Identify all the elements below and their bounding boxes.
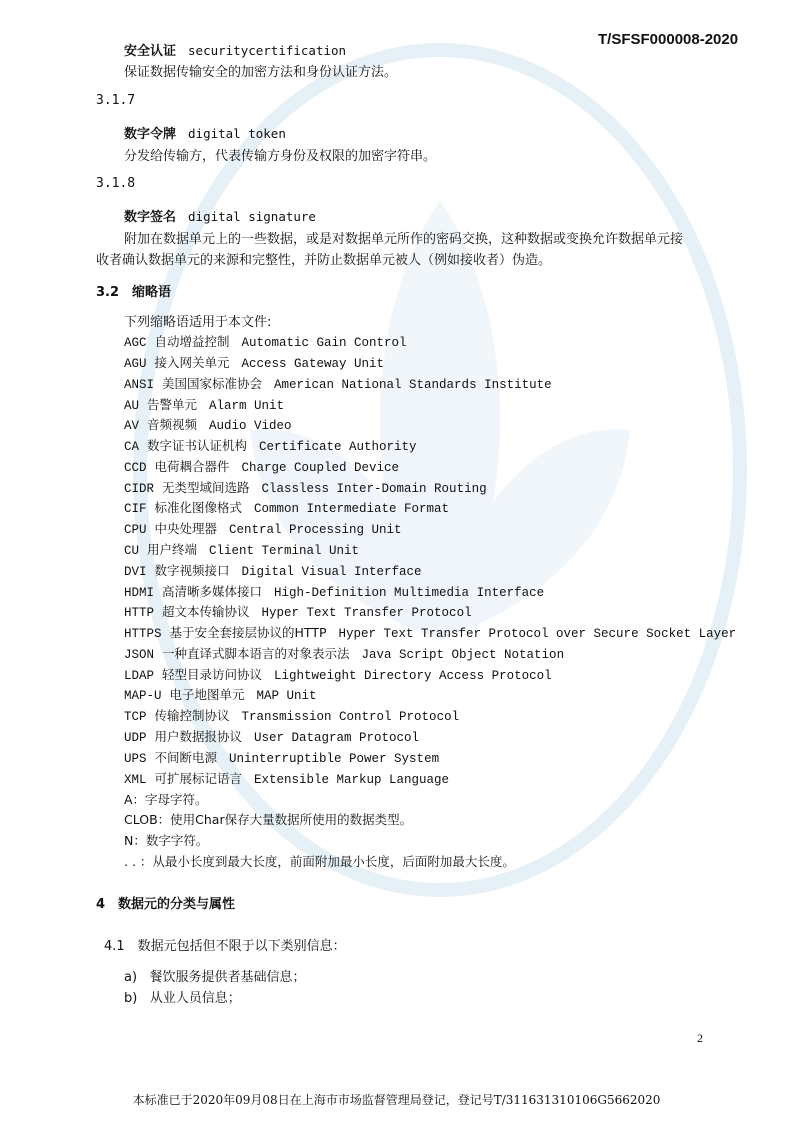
abbr-cn: 电荷耦合器件 bbox=[154, 459, 230, 474]
abbr-en: American National Standards Institute bbox=[274, 378, 552, 392]
abbr-en: Hyper Text Transfer Protocol over Secure Socket Layer bbox=[338, 627, 737, 641]
abbr-cn: 超文本传输协议 bbox=[162, 604, 250, 619]
list-item bbox=[124, 987, 241, 1006]
abbr-code: CCD bbox=[124, 461, 147, 475]
term-title bbox=[124, 123, 286, 142]
abbr-cn: 标准化图像格式 bbox=[154, 500, 243, 515]
abbr-cn: 轻型目录访问协议 bbox=[162, 667, 263, 682]
abbr-en: Digital Visual Interface bbox=[241, 565, 422, 579]
abbr-en: Lightweight Directory Access Protocol bbox=[274, 669, 552, 683]
abbreviation-row bbox=[124, 582, 544, 600]
abbr-en: High-Definition Multimedia Interface bbox=[274, 586, 545, 600]
abbreviation-row bbox=[124, 415, 292, 433]
list-item bbox=[124, 966, 305, 985]
abbr-code: AU bbox=[124, 399, 140, 413]
abbr-cn: 传输控制协议 bbox=[154, 708, 230, 723]
abbreviations-intro: 下列缩略语适用于本文件: bbox=[124, 315, 272, 330]
abbr-code: AGU bbox=[124, 357, 147, 371]
abbreviation-row bbox=[124, 685, 317, 703]
abbr-en: Transmission Control Protocol bbox=[241, 710, 460, 724]
term-definition: 保证数据传输安全的加密方法和身份认证方法。 bbox=[124, 65, 398, 80]
abbr-code: CIF bbox=[124, 502, 147, 516]
list-text: 餐饮服务提供者基础信息； bbox=[149, 970, 306, 985]
abbr-code: JSON bbox=[124, 648, 155, 662]
abbr-code: MAP-U bbox=[124, 689, 162, 703]
list-marker: a) bbox=[124, 970, 138, 985]
abbr-en: Common Intermediate Format bbox=[254, 502, 450, 516]
abbreviation-row bbox=[124, 353, 384, 371]
abbr-cn: 用户数据报协议 bbox=[154, 729, 243, 744]
abbreviation-note: . . ：从最小长度到最大长度，前面附加最小长度，后面附加最大长度。 bbox=[124, 854, 515, 869]
abbreviation-row bbox=[124, 623, 736, 641]
term-title bbox=[124, 40, 346, 59]
abbr-cn: 接入网关单元 bbox=[154, 355, 230, 370]
abbr-cn: 数字证书认证机构 bbox=[147, 438, 248, 453]
abbr-code: UPS bbox=[124, 752, 147, 766]
abbr-en: Automatic Gain Control bbox=[241, 336, 407, 350]
abbreviation-note: A：字母字符。 bbox=[124, 792, 208, 807]
abbr-en: Central Processing Unit bbox=[229, 523, 402, 537]
abbr-cn: 可扩展标记语言 bbox=[154, 771, 243, 786]
term-cn: 安全认证 bbox=[124, 44, 177, 59]
abbr-code: ANSI bbox=[124, 378, 155, 392]
abbr-cn: 中央处理器 bbox=[154, 521, 218, 536]
term-definition: 附加在数据单元上的一些数据，或是对数据单元所作的密码交换，这种数据或变换允许数据单元接 bbox=[124, 232, 684, 247]
abbr-cn: 电子地图单元 bbox=[169, 687, 245, 702]
abbreviation-row bbox=[124, 498, 449, 516]
abbr-code: CPU bbox=[124, 523, 147, 537]
abbr-cn: 高清晰多媒体接口 bbox=[162, 584, 263, 599]
abbreviation-row bbox=[124, 332, 407, 350]
term-cn: 数字令牌 bbox=[124, 127, 177, 142]
abbr-en: Certificate Authority bbox=[259, 440, 417, 454]
abbreviation-row bbox=[124, 374, 552, 392]
term-en: securitycertification bbox=[188, 43, 347, 58]
term-title bbox=[124, 206, 316, 225]
abbr-en: Access Gateway Unit bbox=[241, 357, 385, 371]
abbreviation-row bbox=[124, 727, 419, 745]
abbr-en: Extensible Markup Language bbox=[254, 773, 450, 787]
abbr-code: CIDR bbox=[124, 482, 155, 496]
abbr-code: UDP bbox=[124, 731, 147, 745]
abbr-code: AV bbox=[124, 419, 140, 433]
abbr-code: LDAP bbox=[124, 669, 155, 683]
abbr-cn: 基于安全套接层协议的HTTP bbox=[169, 625, 327, 640]
abbr-code: HTTPS bbox=[124, 627, 162, 641]
page-number: 2 bbox=[697, 1031, 703, 1045]
abbr-cn: 美国国家标准协会 bbox=[162, 376, 263, 391]
term-definition: 分发给传输方，代表传输方身份及权限的加密字符串。 bbox=[124, 149, 437, 164]
section-heading-abbreviations: 3.2 缩略语 bbox=[96, 285, 172, 300]
abbr-cn: 无类型域间选路 bbox=[162, 480, 250, 495]
abbr-cn: 一种直译式脚本语言的对象表示法 bbox=[162, 646, 350, 661]
term-en: digital signature bbox=[188, 209, 316, 224]
abbr-cn: 数字视频接口 bbox=[154, 563, 230, 578]
abbr-en: Uninterruptible Power System bbox=[229, 752, 440, 766]
term-definition-continued: 收者确认数据单元的来源和完整性，并防止数据单元被人（例如接收者）伪造。 bbox=[96, 253, 552, 268]
abbreviation-note: N：数字字符。 bbox=[124, 833, 209, 848]
abbr-cn: 不间断电源 bbox=[154, 750, 218, 765]
abbreviation-row bbox=[124, 748, 439, 766]
abbreviation-row bbox=[124, 561, 422, 579]
list-text: 从业人员信息； bbox=[149, 991, 241, 1006]
abbreviation-row bbox=[124, 519, 402, 537]
abbr-code: DVI bbox=[124, 565, 147, 579]
term-cn: 数字签名 bbox=[124, 210, 177, 225]
abbreviation-row bbox=[124, 644, 564, 662]
abbr-en: Classless Inter-Domain Routing bbox=[261, 482, 487, 496]
abbr-code: CU bbox=[124, 544, 140, 558]
abbr-en: Alarm Unit bbox=[209, 399, 285, 413]
abbreviation-row bbox=[124, 769, 449, 787]
abbreviation-row bbox=[124, 436, 417, 454]
abbreviation-note: CLOB：使用Char保存大量数据所使用的数据类型。 bbox=[124, 812, 413, 827]
clause-4-1: 4.1 数据元包括但不限于以下类别信息： bbox=[104, 939, 346, 954]
abbr-code: HTTP bbox=[124, 606, 155, 620]
clause-number: 3.1.7 bbox=[96, 93, 136, 108]
abbreviation-row bbox=[124, 665, 552, 683]
abbr-code: TCP bbox=[124, 710, 147, 724]
abbr-cn: 音频视频 bbox=[147, 417, 198, 432]
abbr-en: Hyper Text Transfer Protocol bbox=[261, 606, 472, 620]
abbr-en: Client Terminal Unit bbox=[209, 544, 360, 558]
abbreviation-row bbox=[124, 540, 359, 558]
section-heading-4: 4 数据元的分类与属性 bbox=[96, 897, 236, 912]
abbr-code: AGC bbox=[124, 336, 147, 350]
abbreviation-row bbox=[124, 602, 472, 620]
abbr-en: Audio Video bbox=[209, 419, 292, 433]
term-en: digital token bbox=[188, 126, 286, 141]
abbr-en: Java Script Object Notation bbox=[361, 648, 565, 662]
abbr-cn: 自动增益控制 bbox=[154, 334, 230, 349]
list-marker: b) bbox=[124, 991, 138, 1006]
abbr-code: XML bbox=[124, 773, 147, 787]
abbr-en: User Datagram Protocol bbox=[254, 731, 420, 745]
abbr-cn: 告警单元 bbox=[147, 397, 198, 412]
abbreviation-row bbox=[124, 706, 459, 724]
abbreviation-row bbox=[124, 457, 399, 475]
registration-footer: 本标准已于2020年09月08日在上海市市场监督管理局登记，登记号T/311631310106G5662020 bbox=[132, 1093, 661, 1107]
abbreviation-row bbox=[124, 478, 487, 496]
clause-number: 3.1.8 bbox=[96, 176, 136, 191]
abbr-en: MAP Unit bbox=[256, 689, 317, 703]
abbreviation-row bbox=[124, 395, 284, 413]
abbr-en: Charge Coupled Device bbox=[241, 461, 400, 475]
abbr-code: HDMI bbox=[124, 586, 155, 600]
document-id: T/SFSF000008-2020 bbox=[598, 31, 739, 48]
abbr-cn: 用户终端 bbox=[147, 542, 198, 557]
abbr-code: CA bbox=[124, 440, 140, 454]
